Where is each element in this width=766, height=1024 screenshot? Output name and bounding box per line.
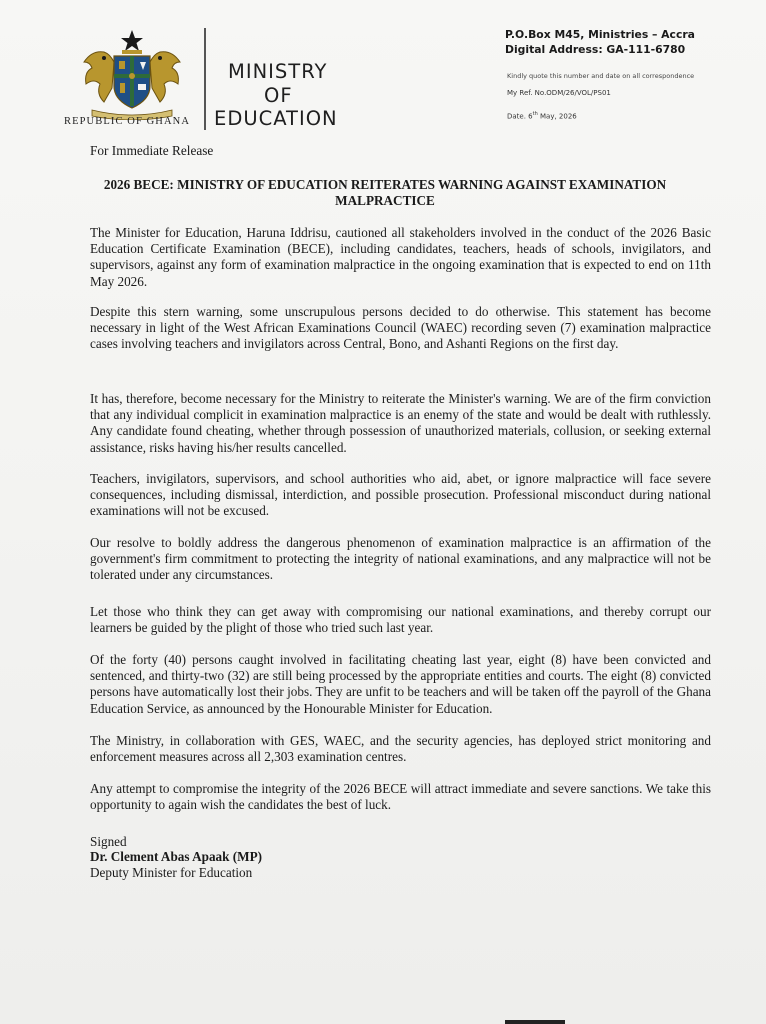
signatory-title: Deputy Minister for Education [90, 865, 253, 880]
body-paragraph: The Ministry, in collaboration with GES, WAEC, and the security agencies, has deployed strict monitoring and enforcement measures across all 2,303 examination centres. [90, 733, 711, 765]
release-label: For Immediate Release [90, 143, 214, 158]
signatory-name: Dr. Clement Abas Apaak (MP) [90, 849, 263, 864]
body-paragraph: Any attempt to compromise the integrity of the 2026 BECE will attract immediate and severe sanctions. We take this opportunity to again wish the candidates the best of luck. [90, 781, 711, 813]
ministry-name-line1: MINISTRY [228, 60, 328, 83]
po-box-address: P.O.Box M45, Ministries – Accra [505, 28, 695, 41]
date-ordinal-suffix: th [532, 111, 538, 117]
quote-number-note: Kindly quote this number and date on all correspondence [507, 72, 695, 80]
letterhead-divider [204, 28, 206, 130]
ghana-coat-of-arms-icon [74, 28, 190, 120]
body-paragraph: The Minister for Education, Haruna Iddrisu, cautioned all stakeholders involved in the conduct of the 2026 Basic Education Certificate Examination (BECE), including candidates, teachers, heads of schools, invigilators, and supervisors, against any form of examination malpractice in the ongoing examination that is expected to end on 11th May 2026. [90, 225, 711, 289]
body-paragraph: Despite this stern warning, some unscrupulous persons decided to do otherwise. This statement has become necessary in light of the West African Examinations Council (WAEC) recording seven (7) examination malpractice cases involving teachers and invigilators across Central, Bono, and Ashanti Regions on the first day. [90, 304, 711, 352]
press-release-headline: 2026 BECE: MINISTRY OF EDUCATION REITERATES WARNING AGAINST EXAMINATION MALPRACTICE [103, 177, 667, 208]
body-paragraph: Of the forty (40) persons caught involved in facilitating cheating last year, eight (8) have been convicted and sentenced, and thirty-two (32) are still being processed by the appropriate entities and courts. The eight (8) convicted persons have automatically lost their jobs. They are unfit to be teachers and will be taken off the payroll of the Ghana Education Service, as announced by the Honourable Minister for Education. [90, 652, 711, 716]
body-paragraph: Teachers, invigilators, supervisors, and school authorities who aid, abet, or ignore malpractice will face severe consequences, including dismissal, interdiction, and possible prosecution. Professional misconduct during national examinations will not be excused. [90, 471, 711, 519]
body-paragraph: Let those who think they can get away with compromising our national examinations, and thereby corrupt our learners be guided by the plight of those who tried such last year. [90, 604, 711, 636]
republic-of-ghana-label: REPUBLIC OF GHANA [64, 116, 191, 127]
date-rest: May, 2026 [537, 112, 577, 121]
ministry-name-line2: OF [264, 84, 293, 107]
page-edge-marker [505, 1020, 565, 1024]
digital-address: Digital Address: GA-111-6780 [505, 43, 686, 56]
ministry-name-line3: EDUCATION [214, 107, 338, 130]
signed-label: Signed [90, 834, 127, 849]
body-paragraph: It has, therefore, become necessary for the Ministry to reiterate the Minister's warning. We are of the firm conviction that any individual complicit in examination malpractice is an enemy of the state and would be dealt with ruthlessly. Any candidate found cheating, whether through possession of unauthorized materials, collusion, or seeking external assistance, risks having his/her results cancelled. [90, 391, 711, 455]
date-prefix: Date. 6 [507, 112, 533, 121]
reference-number: My Ref. No.ODM/26/VOL/PS01 [507, 89, 611, 97]
letter-date [507, 111, 577, 120]
body-paragraph: Our resolve to boldly address the dangerous phenomenon of examination malpractice is an affirmation of the government's firm commitment to protecting the integrity of national examinations, and any malpractice will not be tolerated under any circumstances. [90, 535, 711, 583]
